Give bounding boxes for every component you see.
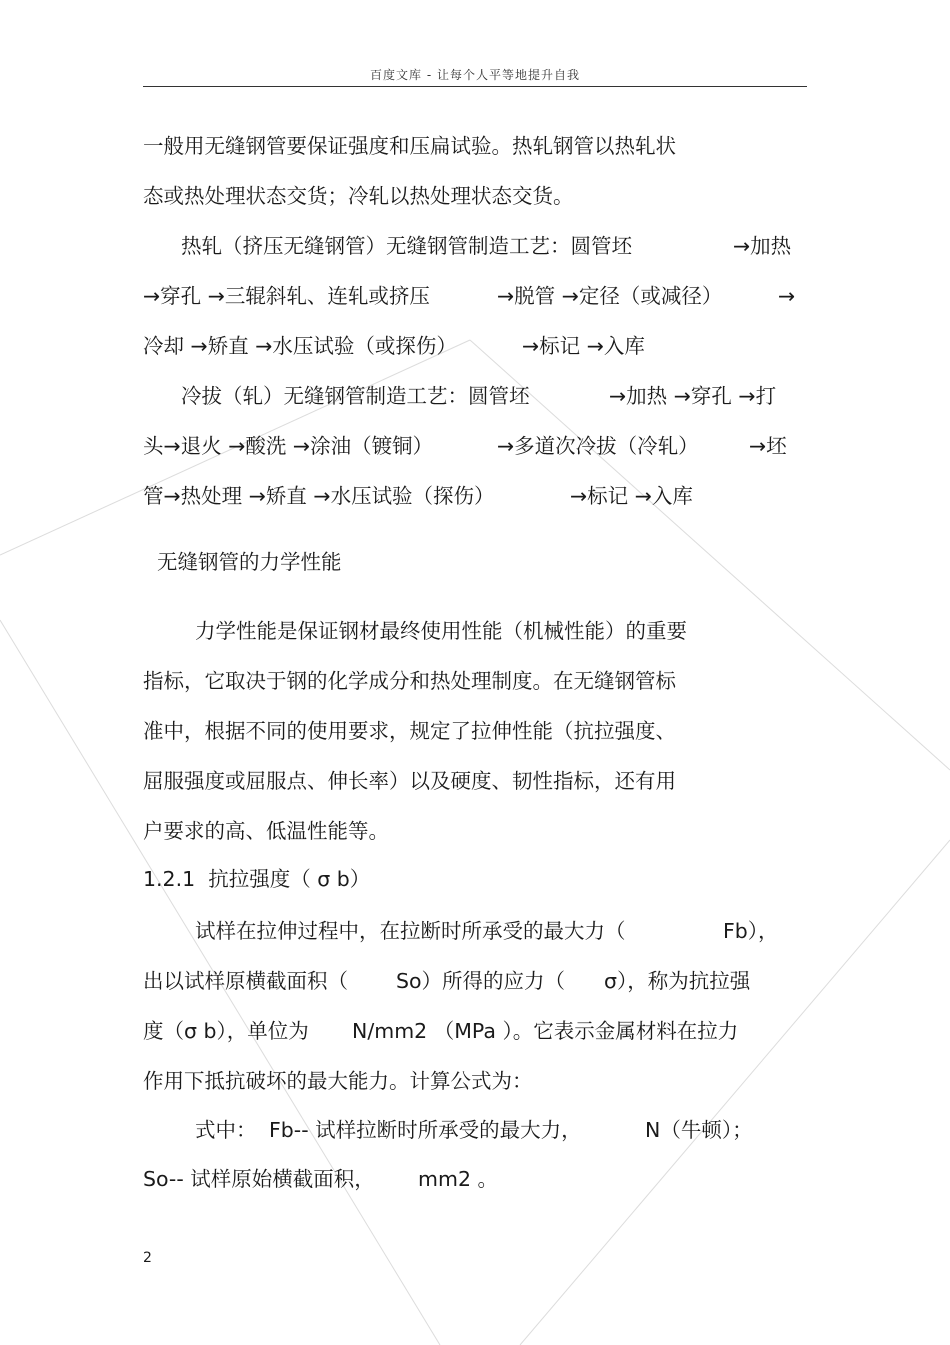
text-segment: N/mm2 （MPa ）。它表示金属材料在拉力 — [352, 1019, 739, 1043]
text-segment: Fb-- 试样拉断时所承受的最大力， — [269, 1118, 582, 1142]
text-segment: →加热 — [733, 234, 792, 258]
document-header: 百度文库 - 让每个人平等地提升自我 — [370, 68, 580, 82]
text-segment: →坯 — [749, 434, 787, 458]
text-line: 屈服强度或屈服点、伸长率）以及硬度、韧性指标，还有用 — [143, 769, 676, 793]
text-line: 准中，根据不同的使用要求，规定了拉伸性能（抗拉强度、 — [143, 719, 676, 743]
text-segment: 试样在拉伸过程中，在拉断时所承受的最大力（ — [195, 919, 626, 943]
text-segment: →穿孔 →三辊斜轧、连轧或挤压 — [143, 284, 430, 308]
text-line: 作用下抵抗破坏的最大能力。计算公式为： — [143, 1069, 533, 1093]
page-number: 2 — [143, 1250, 152, 1266]
text-line: 指标，它取决于钢的化学成分和热处理制度。在无缝钢管标 — [143, 669, 676, 693]
text-segment: 式中： — [195, 1118, 257, 1142]
text-segment: →脱管 →定径（或减径） — [497, 284, 723, 308]
text-segment: →加热 →穿孔 →打 — [609, 384, 777, 408]
text-segment: 冷却 →矫直 →水压试验（或探伤） — [143, 334, 457, 358]
text-segment: N（牛顿）； — [645, 1118, 753, 1142]
text-segment: Fb）， — [723, 919, 779, 943]
text-segment: σ），称为抗拉强 — [604, 969, 751, 993]
text-segment: →标记 →入库 — [570, 484, 693, 508]
text-segment: → — [778, 284, 796, 308]
text-line: 一般用无缝钢管要保证强度和压扁试验。热轧钢管以热轧状 — [143, 134, 676, 158]
text-segment: 管→热处理 →矫直 →水压试验（探伤） — [143, 484, 495, 508]
text-segment: 头→退火 →酸洗 →涂油（镀铜） — [143, 434, 434, 458]
text-line: 力学性能是保证钢材最终使用性能（机械性能）的重要 — [195, 619, 687, 643]
text-segment: 热轧（挤压无缝钢管）无缝钢管制造工艺：圆管坯 — [181, 234, 632, 258]
text-segment: →标记 →入库 — [522, 334, 645, 358]
section-heading: 无缝钢管的力学性能 — [157, 550, 342, 574]
header-divider — [143, 86, 807, 87]
text-line: 户要求的高、低温性能等。 — [143, 819, 389, 843]
text-segment: So）所得的应力（ — [396, 969, 566, 993]
text-segment: 出以试样原横截面积（ — [143, 969, 348, 993]
text-segment: mm2 。 — [418, 1167, 498, 1191]
text-segment: 度（σ b），单位为 — [143, 1019, 309, 1043]
text-segment: So-- 试样原始横截面积， — [143, 1167, 375, 1191]
text-line: 态或热处理状态交货；冷轧以热处理状态交货。 — [143, 184, 574, 208]
text-segment: →多道次冷拔（冷轧） — [497, 434, 699, 458]
text-segment: 冷拔（轧）无缝钢管制造工艺：圆管坯 — [181, 384, 530, 408]
subsection-heading: 1.2.1 抗拉强度（ σ b） — [143, 867, 371, 891]
